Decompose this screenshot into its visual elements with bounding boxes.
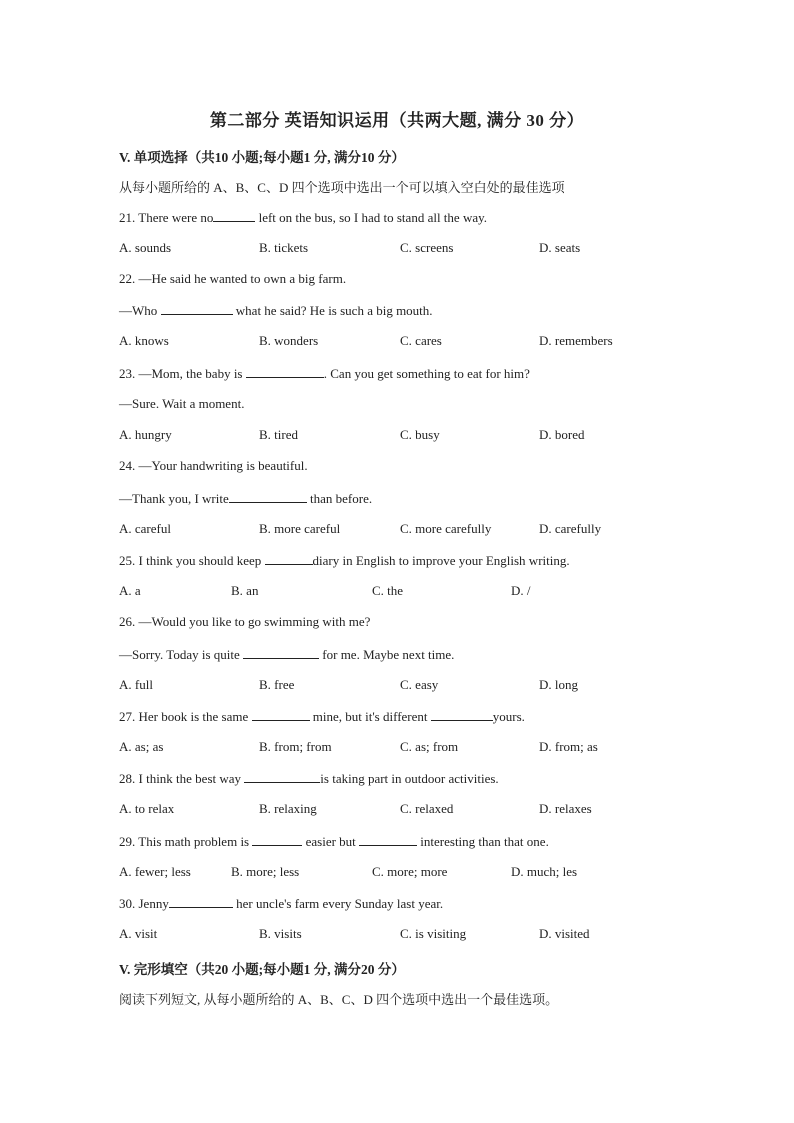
option-a: A. full (119, 677, 153, 692)
options-26 (119, 677, 679, 695)
option-b: B. free (259, 677, 295, 692)
question-21: 21. There were no left on the bus, so I had to stand all the way. (119, 210, 488, 225)
answer-blank (359, 833, 417, 846)
option-a: A. knows (119, 333, 169, 348)
option-c: C. cares (400, 333, 442, 348)
answer-blank (431, 708, 493, 721)
question-26: 26. —Would you like to go swimming with me? (119, 614, 371, 629)
part-title: 第二部分 英语知识运用（共两大题, 满分 30 分） (209, 111, 585, 130)
answer-blank (265, 552, 313, 565)
option-a: A. hungry (119, 427, 172, 442)
option-d: D. carefully (539, 521, 602, 536)
option-d: D. visited (539, 926, 590, 941)
question-22-reply: —Who what he said? He is such a big mouth. (119, 303, 433, 318)
options-28 (119, 801, 679, 819)
answer-blank (213, 209, 255, 222)
option-b: B. tired (259, 427, 298, 442)
options-29 (119, 864, 679, 882)
option-c: C. busy (400, 427, 440, 442)
answer-blank (246, 365, 324, 378)
section-2-instruction: 阅读下列短文, 从每小题所给的 A、B、C、D 四个选项中选出一个最佳选项。 (119, 992, 559, 1007)
answer-blank (244, 770, 320, 783)
answer-blank (252, 708, 310, 721)
option-a: A. as; as (119, 739, 164, 754)
option-d: D. long (539, 677, 578, 692)
answer-blank (229, 490, 307, 503)
question-22: 22. —He said he wanted to own a big farm. (119, 271, 347, 286)
option-d: D. from; as (539, 739, 598, 754)
question-26-reply: —Sorry. Today is quite for me. Maybe next time. (119, 647, 455, 662)
section-1-title: V. 单项选择（共10 小题;每小题1 分, 满分10 分） (119, 150, 405, 165)
option-a: A. careful (119, 521, 171, 536)
option-b: B. tickets (259, 240, 309, 255)
option-c: C. more; more (372, 864, 448, 879)
question-24-reply: —Thank you, I write than before. (119, 491, 373, 506)
option-a: A. visit (119, 926, 158, 941)
option-d: D. much; les (511, 864, 578, 879)
option-c: C. screens (400, 240, 454, 255)
answer-blank (252, 833, 302, 846)
question-27: 27. Her book is the same mine, but it's different yours. (119, 709, 525, 724)
option-d: D. seats (539, 240, 581, 255)
options-30 (119, 926, 679, 944)
option-a: A. fewer; less (119, 864, 191, 879)
option-c: C. more carefully (400, 521, 492, 536)
section-2-title: V. 完形填空（共20 小题;每小题1 分, 满分20 分） (119, 962, 405, 977)
answer-blank (169, 895, 233, 908)
option-b: B. more; less (231, 864, 300, 879)
option-d: D. relaxes (539, 801, 592, 816)
option-a: A. sounds (119, 240, 172, 255)
option-d: D. remembers (539, 333, 613, 348)
question-23: 23. —Mom, the baby is . Can you get something to eat for him? (119, 366, 530, 381)
option-b: B. an (231, 583, 259, 598)
question-24: 24. —Your handwriting is beautiful. (119, 458, 308, 473)
option-c: C. relaxed (400, 801, 454, 816)
options-27 (119, 739, 679, 757)
answer-blank (243, 646, 319, 659)
option-b: B. more careful (259, 521, 341, 536)
option-a: A. a (119, 583, 141, 598)
question-30: 30. Jenny her uncle's farm every Sunday last year. (119, 896, 444, 911)
question-25: 25. I think you should keep diary in English to improve your English writing. (119, 553, 570, 568)
options-22 (119, 333, 679, 351)
question-23-reply: —Sure. Wait a moment. (119, 396, 245, 411)
option-b: B. from; from (259, 739, 332, 754)
option-c: C. as; from (400, 739, 459, 754)
section-1-instruction: 从每小题所给的 A、B、C、D 四个选项中选出一个可以填入空白处的最佳选项 (119, 180, 565, 195)
options-25 (119, 583, 679, 601)
option-b: B. wonders (259, 333, 319, 348)
options-23 (119, 427, 679, 445)
option-d: D. / (511, 583, 531, 598)
question-29: 29. This math problem is easier but interesting than that one. (119, 834, 549, 849)
answer-blank (161, 302, 233, 315)
option-c: C. easy (400, 677, 439, 692)
option-b: B. relaxing (259, 801, 317, 816)
option-a: A. to relax (119, 801, 175, 816)
option-c: C. is visiting (400, 926, 467, 941)
options-21 (119, 240, 679, 258)
option-d: D. bored (539, 427, 585, 442)
option-b: B. visits (259, 926, 302, 941)
options-24 (119, 521, 679, 539)
question-28: 28. I think the best way is taking part in outdoor activities. (119, 771, 499, 786)
option-c: C. the (372, 583, 404, 598)
